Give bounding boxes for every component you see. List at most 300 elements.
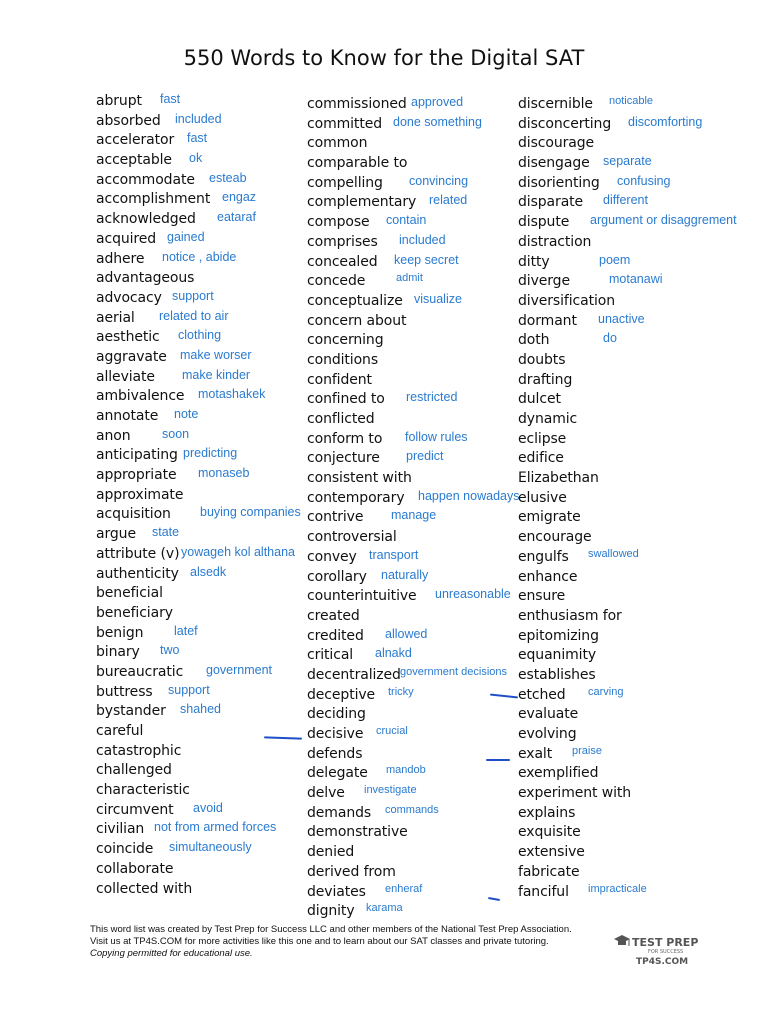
- vocab-word: binary: [96, 644, 140, 661]
- handwritten-definition: notice , abide: [162, 249, 237, 264]
- vocab-word: deceptive: [307, 686, 376, 703]
- word-entry: [96, 250, 306, 270]
- handwritten-definition: swallowed: [588, 547, 639, 560]
- vocab-word: conjecture: [307, 450, 380, 467]
- vocab-word: alleviate: [96, 368, 155, 385]
- word-entry: [307, 902, 517, 922]
- word-entry: [518, 863, 758, 883]
- word-entry: [307, 154, 517, 174]
- word-entry: [518, 627, 758, 647]
- word-entry: [96, 427, 306, 447]
- vocab-word: aesthetic: [96, 329, 160, 346]
- vocab-word: common: [307, 135, 368, 152]
- vocab-word: experiment with: [518, 785, 632, 802]
- vocab-word: delve: [307, 785, 345, 802]
- vocab-word: comprises: [307, 233, 378, 250]
- vocab-word: Elizabethan: [518, 470, 599, 487]
- handwritten-definition: support: [172, 288, 214, 303]
- pen-mark: [486, 759, 510, 761]
- word-entry: [307, 253, 517, 273]
- vocab-word: elusive: [518, 489, 567, 506]
- word-entry: [518, 213, 758, 233]
- word-entry: [96, 604, 306, 624]
- handwritten-definition: included: [399, 232, 446, 247]
- vocab-word: catastrophic: [96, 742, 182, 759]
- vocab-word: appropriate: [96, 467, 177, 484]
- vocab-word: ensure: [518, 588, 566, 605]
- handwritten-definition: naturally: [381, 567, 429, 582]
- vocab-word: disparate: [518, 194, 584, 211]
- word-entry: [96, 92, 306, 112]
- word-entry: [307, 331, 517, 351]
- vocab-word: encourage: [518, 529, 592, 546]
- vocab-word: confined to: [307, 391, 385, 408]
- vocab-word: credited: [307, 627, 364, 644]
- vocab-word: created: [307, 607, 360, 624]
- vocab-word: dignity: [307, 903, 355, 920]
- handwritten-definition: engaz: [222, 190, 257, 205]
- word-entry: [307, 312, 517, 332]
- handwritten-definition: transport: [369, 547, 419, 562]
- vocab-word: equanimity: [518, 647, 597, 664]
- word-entry: [307, 488, 520, 509]
- word-entry: [307, 646, 517, 666]
- handwritten-definition: latef: [174, 623, 198, 638]
- word-entry: [96, 171, 306, 191]
- handwritten-definition: unreasonable: [435, 587, 511, 602]
- word-entry: [96, 781, 306, 801]
- handwritten-definition: impracticale: [588, 882, 647, 895]
- word-entry: [518, 883, 758, 903]
- handwritten-definition: confusing: [617, 173, 671, 188]
- handwritten-definition: fast: [187, 131, 208, 146]
- word-entry: [96, 525, 306, 545]
- word-entry: [96, 269, 306, 289]
- word-entry: [518, 784, 758, 804]
- vocab-word: convey: [307, 548, 357, 565]
- handwritten-definition: happen nowadays: [418, 488, 520, 503]
- word-entry: [96, 328, 306, 348]
- vocab-word: explains: [518, 804, 576, 821]
- word-entry: [307, 784, 517, 804]
- word-entry: [307, 469, 517, 489]
- vocab-word: denied: [307, 844, 355, 861]
- handwritten-definition: state: [152, 525, 180, 540]
- vocab-word: authenticity: [96, 565, 179, 582]
- handwritten-definition: alsedk: [190, 564, 227, 579]
- word-entry: [96, 289, 306, 309]
- vocab-word: exalt: [518, 745, 553, 762]
- vocab-word: discernible: [518, 96, 593, 112]
- word-entry: [518, 568, 758, 588]
- vocab-word: disorienting: [518, 174, 600, 191]
- handwritten-definition: crucial: [376, 725, 408, 737]
- word-entry: [96, 131, 306, 151]
- word-entry: [307, 449, 517, 469]
- word-entry: [307, 627, 517, 647]
- vocab-word: bystander: [96, 703, 166, 720]
- handwritten-definition: yowageh kol althana: [181, 544, 295, 559]
- handwritten-definition: admit: [396, 272, 423, 285]
- vocab-word: epitomizing: [518, 627, 599, 644]
- vocab-word: evolving: [518, 726, 577, 742]
- vocab-word: doubts: [518, 351, 566, 368]
- handwritten-definition: investigate: [364, 784, 417, 797]
- vocab-word: deviates: [307, 883, 366, 900]
- handwritten-definition: monaseb: [198, 466, 250, 481]
- word-entry: [307, 174, 517, 194]
- vocab-word: decisive: [307, 726, 364, 742]
- vocab-word: acceptable: [96, 152, 172, 169]
- word-entry: [307, 666, 517, 686]
- word-entry: [307, 725, 517, 745]
- word-entry: [96, 309, 306, 329]
- word-entry: [307, 607, 517, 627]
- vocab-word: engulfs: [518, 548, 569, 565]
- word-entry: [518, 804, 758, 824]
- vocab-word: argue: [96, 526, 136, 543]
- handwritten-definition: motanawi: [609, 272, 663, 287]
- vocab-word: deciding: [307, 706, 366, 723]
- word-entry: [96, 683, 306, 703]
- vocab-word: benign: [96, 624, 144, 641]
- vocab-word: annotate: [96, 408, 159, 424]
- vocab-word: collected with: [96, 880, 193, 897]
- handwritten-definition: predict: [406, 449, 444, 464]
- vocab-word: drafting: [518, 371, 573, 388]
- vocab-word: buttress: [96, 683, 153, 700]
- word-column-1: [96, 92, 306, 922]
- vocab-word: corollary: [307, 568, 367, 585]
- word-entry: [518, 430, 758, 450]
- footer-notice: [90, 924, 572, 960]
- handwritten-definition: karama: [366, 902, 403, 915]
- handwritten-definition: different: [603, 193, 648, 208]
- graduation-cap-icon: [614, 935, 630, 946]
- handwritten-definition: commands: [385, 803, 439, 816]
- word-entry: [518, 371, 758, 391]
- vocab-word: dormant: [518, 312, 577, 329]
- vocab-word: emigrate: [518, 509, 581, 526]
- word-entry: [96, 368, 306, 388]
- vocab-word: compelling: [307, 174, 383, 191]
- vocab-word: advantageous: [96, 270, 195, 287]
- word-entry: [518, 607, 758, 627]
- vocab-word: beneficiary: [96, 604, 173, 621]
- handwritten-definition: related: [429, 193, 468, 208]
- word-column-3: [518, 95, 758, 925]
- word-entry: [307, 587, 517, 607]
- word-entry: [307, 292, 517, 312]
- vocab-word: distraction: [518, 233, 592, 250]
- vocab-word: characteristic: [96, 782, 190, 799]
- word-entry: [96, 742, 306, 762]
- word-entry: [307, 705, 517, 725]
- vocab-word: diverge: [518, 273, 570, 290]
- word-entry: [518, 489, 758, 509]
- handwritten-definition: make kinder: [182, 367, 251, 382]
- word-entry: [307, 95, 517, 115]
- vocab-word: acknowledged: [96, 211, 196, 228]
- vocab-word: civilian: [96, 821, 145, 838]
- word-entry: [307, 371, 517, 391]
- vocab-word: delegate: [307, 765, 368, 782]
- handwritten-definition: done something: [393, 114, 482, 129]
- word-entry: [307, 883, 517, 903]
- vocab-word: concede: [307, 273, 366, 290]
- handwritten-definition: buying companies: [200, 505, 301, 520]
- handwritten-definition: government decisions: [400, 665, 508, 678]
- word-entry: [96, 230, 306, 250]
- word-entry: [307, 764, 517, 784]
- word-entry: [518, 764, 758, 784]
- word-entry: [307, 233, 517, 253]
- word-entry: [307, 410, 517, 430]
- handwritten-definition: make worser: [180, 347, 252, 362]
- vocab-word: decentralized: [307, 666, 401, 683]
- vocab-word: derived from: [307, 863, 396, 880]
- vocab-word: contemporary: [307, 489, 405, 506]
- handwritten-definition: support: [168, 682, 210, 697]
- handwritten-definition: included: [175, 111, 222, 126]
- word-entry: [518, 390, 758, 410]
- logo-text-bottom: TP4S.COM: [636, 957, 689, 967]
- logo-text-top: TEST PREP: [632, 936, 699, 949]
- handwritten-definition: unactive: [598, 311, 645, 326]
- vocab-word: confident: [307, 371, 372, 388]
- vocab-word: consistent with: [307, 470, 412, 487]
- handwritten-definition: predicting: [183, 446, 238, 461]
- word-entry: [518, 508, 758, 528]
- word-entry: [518, 233, 758, 253]
- word-entry: [96, 348, 306, 368]
- vocab-word: aggravate: [96, 348, 167, 365]
- word-entry: [307, 115, 517, 135]
- vocab-word: accelerator: [96, 132, 175, 149]
- vocab-word: enhance: [518, 568, 578, 585]
- word-entry: [307, 528, 517, 548]
- handwritten-definition: manage: [391, 508, 437, 523]
- vocab-word: extensive: [518, 844, 585, 861]
- handwritten-definition: fast: [160, 92, 181, 106]
- handwritten-definition: simultaneously: [169, 840, 252, 855]
- vocab-word: edifice: [518, 450, 564, 467]
- word-entry: [518, 134, 758, 154]
- footer-line-1: This word list was created by Test Prep for Success LLC and other members of the National Test Prep Association.: [90, 924, 572, 935]
- handwritten-definition: ok: [189, 151, 203, 166]
- word-entry: [518, 292, 758, 312]
- vocab-word: disengage: [518, 155, 590, 172]
- word-entry: [96, 860, 306, 880]
- vocab-word: controversial: [307, 529, 397, 546]
- word-entry: [96, 801, 306, 821]
- word-entry: [518, 686, 758, 706]
- word-entry: [518, 272, 758, 292]
- vocab-word: dulcet: [518, 391, 561, 408]
- handwritten-definition: eataraf: [217, 210, 256, 225]
- word-entry: [96, 407, 306, 427]
- vocab-word: dispute: [518, 214, 570, 231]
- word-entry: [307, 272, 517, 292]
- vocab-word: challenged: [96, 762, 172, 779]
- handwritten-definition: carving: [588, 685, 624, 698]
- vocab-word: exquisite: [518, 824, 581, 841]
- handwritten-definition: discomforting: [628, 114, 703, 129]
- word-entry: [307, 351, 517, 371]
- vocab-word: ditty: [518, 253, 550, 270]
- word-entry: [96, 643, 306, 663]
- handwritten-definition: note: [174, 407, 199, 421]
- vocab-word: conceptualize: [307, 292, 403, 309]
- footer-line-3: Copying permitted for educational use.: [90, 948, 253, 959]
- vocab-word: concern about: [307, 312, 407, 329]
- word-entry: [518, 666, 758, 686]
- word-entry: [307, 213, 517, 233]
- word-entry: [307, 390, 517, 410]
- vocab-word: aerial: [96, 309, 135, 326]
- page-title: 550 Words to Know for the Digital SAT: [183, 46, 585, 70]
- handwritten-definition: government: [206, 662, 273, 677]
- handwritten-definition: motashakek: [198, 387, 266, 402]
- word-entry: [307, 804, 517, 824]
- vocab-word: adhere: [96, 250, 145, 267]
- word-entry: [307, 568, 517, 588]
- word-entry: [518, 410, 758, 430]
- vocab-word: collaborate: [96, 860, 174, 877]
- vocab-word: acquisition: [96, 506, 171, 523]
- word-entry: [518, 745, 758, 765]
- vocab-word: compose: [307, 214, 370, 231]
- vocab-word: circumvent: [96, 801, 174, 818]
- vocab-word: demonstrative: [307, 824, 408, 841]
- word-entry: [307, 823, 517, 843]
- handwritten-definition: contain: [386, 213, 427, 228]
- vocab-word: comparable to: [307, 155, 408, 172]
- handwritten-definition: praise: [572, 744, 602, 757]
- handwritten-definition: noticable: [609, 95, 654, 107]
- vocab-word: defends: [307, 745, 363, 762]
- word-entry: [518, 331, 758, 351]
- word-entry: [307, 843, 517, 863]
- handwritten-definition: soon: [162, 426, 190, 441]
- handwritten-definition: visualize: [414, 291, 462, 306]
- vocab-word: discourage: [518, 135, 595, 152]
- vocab-word: careful: [96, 723, 144, 739]
- word-entry: [96, 820, 306, 840]
- word-entry: [307, 745, 517, 765]
- vocab-word: acquired: [96, 230, 157, 247]
- word-entry: [96, 624, 306, 644]
- word-column-2: [307, 95, 520, 925]
- word-entry: [518, 646, 758, 666]
- handwritten-definition: keep secret: [394, 252, 459, 267]
- vocab-word: critical: [307, 647, 354, 664]
- word-entry: [96, 486, 306, 506]
- handwritten-definition: argument or disaggrement: [590, 213, 737, 228]
- handwritten-definition: not from armed forces: [154, 820, 277, 835]
- word-entry: [307, 430, 517, 450]
- word-entry: [96, 565, 306, 585]
- word-entry: [96, 466, 306, 486]
- word-entry: [307, 548, 517, 568]
- logo-text-middle: FOR SUCCESS: [648, 949, 684, 955]
- vocab-word: diversification: [518, 292, 616, 309]
- vocab-word: ambivalence: [96, 388, 185, 405]
- word-entry: [518, 725, 758, 745]
- word-entry: [518, 351, 758, 371]
- vocab-word: commissioned: [307, 96, 407, 112]
- handwritten-definition: mandob: [386, 764, 426, 777]
- vocab-word: beneficial: [96, 585, 163, 602]
- vocab-word: coincide: [96, 841, 154, 858]
- vocab-word: conform to: [307, 430, 383, 447]
- vocab-word: advocacy: [96, 289, 162, 306]
- vocab-word: approximate: [96, 486, 184, 503]
- vocab-word: enthusiasm for: [518, 607, 622, 624]
- handwritten-definition: shahed: [180, 702, 222, 717]
- handwritten-definition: avoid: [193, 800, 223, 815]
- word-entry: [96, 761, 306, 781]
- word-entry: [96, 151, 306, 171]
- word-entry: [96, 505, 306, 525]
- vocab-word: concealed: [307, 253, 378, 270]
- word-entry: [518, 823, 758, 843]
- handwritten-definition: separate: [603, 154, 652, 169]
- word-entry: [518, 705, 758, 725]
- vocab-word: establishes: [518, 666, 596, 683]
- word-entry: [96, 112, 306, 132]
- word-entry: [307, 193, 517, 213]
- vocab-word: conflicted: [307, 411, 375, 427]
- handwritten-definition: convincing: [409, 173, 469, 188]
- vocab-word: counterintuitive: [307, 588, 417, 605]
- vocab-word: anon: [96, 427, 131, 444]
- vocab-word: fabricate: [518, 863, 580, 880]
- footer-line-2: Visit us at TP4S.COM for more activities like this one and to learn about our SAT classes and private tutoring.: [90, 936, 549, 947]
- handwritten-definition: restricted: [406, 390, 458, 405]
- handwritten-definition: related to air: [159, 308, 229, 323]
- word-entry: [307, 686, 517, 706]
- word-entry: [96, 545, 306, 565]
- word-entry: [96, 190, 306, 210]
- vocab-word: concerning: [307, 332, 384, 349]
- handwritten-definition: follow rules: [405, 429, 468, 444]
- word-entry: [96, 210, 306, 230]
- vocab-word: accommodate: [96, 171, 195, 188]
- word-entry: [518, 843, 758, 863]
- word-entry: [518, 528, 758, 548]
- handwritten-definition: poem: [599, 252, 631, 267]
- test-prep-logo: [612, 932, 699, 968]
- vocab-word: complementary: [307, 194, 417, 211]
- word-entry: [96, 387, 306, 407]
- word-entry: [518, 449, 758, 469]
- vocab-word: etched: [518, 686, 566, 703]
- word-entry: [518, 154, 758, 174]
- vocab-word: evaluate: [518, 706, 579, 723]
- vocab-word: disconcerting: [518, 115, 612, 132]
- word-entry: [518, 587, 758, 607]
- vocab-word: abrupt: [96, 93, 142, 109]
- word-entry: [518, 115, 758, 135]
- handwritten-definition: gained: [167, 229, 205, 244]
- word-entry: [518, 312, 758, 332]
- vocab-word: fanciful: [518, 883, 569, 900]
- vocab-word: attribute (v): [96, 545, 180, 562]
- handwritten-definition: do: [603, 331, 617, 346]
- word-entry: [518, 174, 758, 194]
- vocab-word: absorbed: [96, 112, 161, 129]
